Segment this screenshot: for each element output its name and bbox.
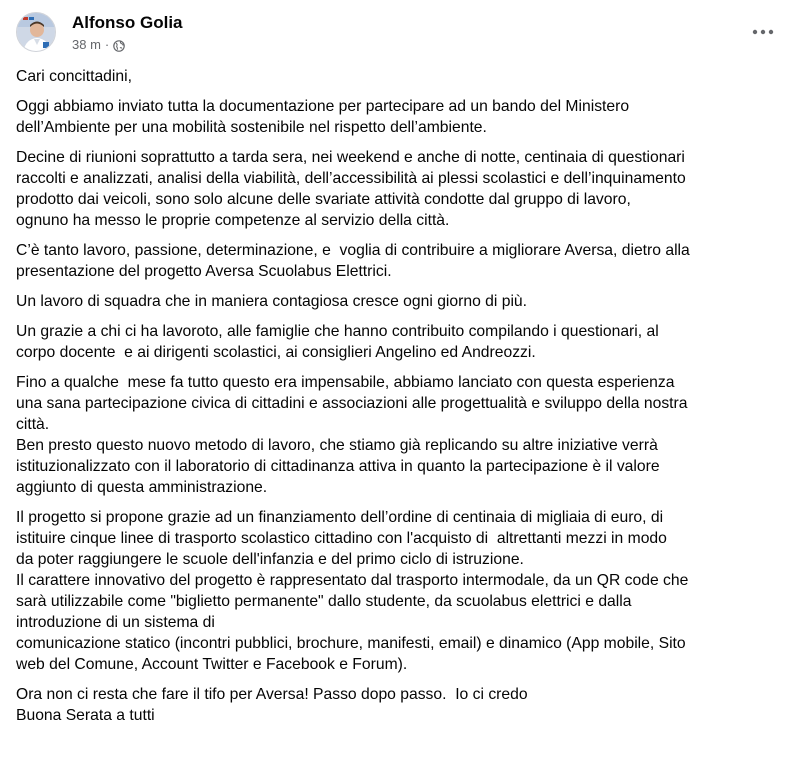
- more-options-icon[interactable]: [750, 22, 776, 42]
- post-timestamp[interactable]: 38 m: [72, 37, 101, 52]
- post-text-line: C’è tanto lavoro, passione, determinazione, e voglia di contribuire a migliorare Aversa, dietro alla: [16, 242, 690, 259]
- post-paragraph: [16, 66, 786, 87]
- post-text-line: Ben presto questo nuovo metodo di lavoro, che stiamo già replicando su altre iniziative verrà: [16, 437, 658, 454]
- post-text-line: una sana partecipazione civica di cittadini e associazioni alle progettualità e sviluppo della nostra: [16, 395, 688, 412]
- post-text-line: dell’Ambiente per una mobilità sostenibile nel rispetto dell’ambiente.: [16, 119, 487, 136]
- post-text-line: istituire cinque linee di trasporto scolastico cittadino con l'acquisto di altrettanti mezzi in modo: [16, 530, 667, 547]
- post-text-line: Fino a qualche mese fa tutto questo era impensabile, abbiamo lanciato con questa esperienza: [16, 374, 675, 391]
- globe-icon[interactable]: [113, 39, 125, 51]
- post-text-line: Ora non ci resta che fare il tifo per Aversa! Passo dopo passo. Io ci credo: [16, 686, 528, 703]
- post-text-line: Oggi abbiamo inviato tutta la documentazione per partecipare ad un bando del Ministero: [16, 98, 630, 115]
- post-body: [16, 66, 786, 735]
- post-paragraph: [16, 147, 786, 231]
- post-text-line: Cari concittadini,: [16, 68, 132, 85]
- post-text-line: Un lavoro di squadra che in maniera contagiosa cresce ogni giorno di più.: [16, 293, 528, 310]
- post-meta: [72, 36, 125, 54]
- post-text-line: raccolti e analizzati, analisi della viabilità, dell’accessibilità ai plessi scolastici e dell’inquinamento: [16, 170, 686, 187]
- post-text-line: web del Comune, Account Twitter e Facebook e Forum).: [16, 656, 408, 673]
- post-paragraph: [16, 96, 786, 138]
- post-text-line: Un grazie a chi ci ha lavoroto, alle famiglie che hanno contribuito compilando i questionari, al: [16, 323, 659, 340]
- post-text-line: Il progetto si propone grazie ad un finanziamento dell’ordine di centinaia di migliaia di euro, di: [16, 509, 664, 526]
- post-paragraph: [16, 321, 786, 363]
- post-text-line: aggiunto di questa amministrazione.: [16, 479, 268, 496]
- profile-picture-icon: [17, 13, 56, 52]
- author-name[interactable]: Alfonso Golia: [72, 13, 183, 32]
- post-text-line: introduzione di un sistema di: [16, 614, 215, 631]
- post-text-line: presentazione del progetto Aversa Scuolabus Elettrici.: [16, 263, 392, 280]
- post-header: [16, 12, 784, 56]
- post-text-line: comunicazione statico (incontri pubblici, brochure, manifesti, email) e dinamico (App mobile, Sito: [16, 635, 686, 652]
- post-paragraph: [16, 507, 786, 675]
- post-paragraph: [16, 291, 786, 312]
- post-paragraph: [16, 684, 786, 726]
- post-text-line: istituzionalizzato con il laboratorio di cittadinanza attiva in quanto la partecipazione è il valore: [16, 458, 660, 475]
- post-text-line: città.: [16, 416, 50, 433]
- post-text-line: sarà utilizzabile come "biglietto permanente" dallo studente, da scuolabus elettrici e dalla: [16, 593, 632, 610]
- post-text-line: da poter raggiungere le scuole dell'infanzia e del primo ciclo di istruzione.: [16, 551, 524, 568]
- post-text-line: prodotto dai veicoli, sono solo alcune delle svariate attività condotte dal gruppo di lavoro,: [16, 191, 631, 208]
- meta-separator: ·: [104, 37, 110, 52]
- post-text-line: Il carattere innovativo del progetto è rappresentato dal trasporto intermodale, da un QR code che: [16, 572, 689, 589]
- avatar[interactable]: [16, 12, 56, 52]
- post-text-line: Buona Serata a tutti: [16, 707, 155, 724]
- post-text-line: corpo docente e ai dirigenti scolastici, ai consiglieri Angelino ed Andreozzi.: [16, 344, 536, 361]
- post-text-line: Decine di riunioni soprattutto a tarda sera, nei weekend e anche di notte, centinaia di questionari: [16, 149, 685, 166]
- post-text-line: ognuno ha messo le proprie competenze al servizio della città.: [16, 212, 450, 229]
- post-paragraph: [16, 240, 786, 282]
- post-paragraph: [16, 372, 786, 498]
